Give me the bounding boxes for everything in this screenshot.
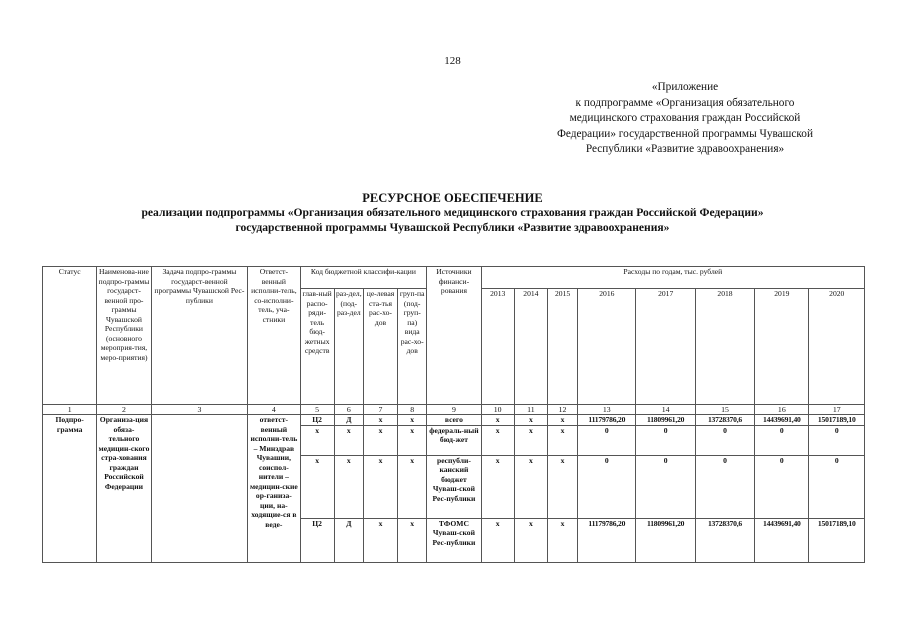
value-cell: х <box>514 415 547 426</box>
code-cell: х <box>398 518 427 562</box>
column-number: 6 <box>334 405 363 415</box>
column-number: 2 <box>97 405 151 415</box>
appendix-line: «Приложение <box>651 81 719 93</box>
column-number: 11 <box>514 405 547 415</box>
value-cell: 11809961,20 <box>636 518 695 562</box>
header-year: 2016 <box>578 289 636 405</box>
column-number: 13 <box>578 405 636 415</box>
header-year: 2015 <box>547 289 577 405</box>
value-cell: х <box>514 455 547 518</box>
source-cell: республи-канский бюджет Чуваш-ской Рес-публики <box>427 455 481 518</box>
column-number: 14 <box>636 405 695 415</box>
code-cell: Ц2 <box>300 415 334 426</box>
value-cell: 0 <box>695 455 754 518</box>
column-number: 3 <box>151 405 248 415</box>
code-cell: Ц2 <box>300 518 334 562</box>
document-title <box>0 190 905 235</box>
column-number: 1 <box>43 405 97 415</box>
column-number: 10 <box>481 405 514 415</box>
value-cell: х <box>514 518 547 562</box>
value-cell: 11179786,20 <box>578 518 636 562</box>
appendix-line: к подпрограмме «Организация обязательного <box>575 96 795 109</box>
value-cell: х <box>547 425 577 455</box>
header-budget-sub: це-левая ста-тья рас-хо-дов <box>363 289 397 405</box>
header-budget-sub: груп-па (под-груп-па) вида рас-хо-дов <box>398 289 427 405</box>
code-cell: Д <box>334 518 363 562</box>
value-cell: х <box>481 455 514 518</box>
value-cell: 15017189,10 <box>809 415 865 426</box>
resource-table <box>42 266 865 563</box>
source-cell: федераль-ный бюд-жет <box>427 425 481 455</box>
value-cell: х <box>514 425 547 455</box>
value-cell: х <box>481 415 514 426</box>
value-cell: 14439691,40 <box>755 518 809 562</box>
header-budget-sub: раз-дел, (под-раз-дел <box>334 289 363 405</box>
value-cell: 15017189,10 <box>809 518 865 562</box>
header-year: 2018 <box>695 289 754 405</box>
header-task: Задача подпро-граммы государст-венной программы Чувашской Рес-публики <box>151 267 248 405</box>
value-cell: 14439691,40 <box>755 415 809 426</box>
title-line-3: государственной программы Чувашской Республики «Развитие здравоохранения» <box>235 220 670 234</box>
title-line-2: реализации подпрограммы «Организация обязательного медицинского страхования граждан Российской Федерации» <box>141 206 764 219</box>
appendix-line: Федерации» государственной программы Чувашской <box>556 127 814 140</box>
column-number: 9 <box>427 405 481 415</box>
header-budget-code: Код бюджетной классифи-кации <box>300 267 427 289</box>
source-cell: ТФОМС Чуваш-ской Рес-публики <box>427 518 481 562</box>
column-number: 7 <box>363 405 397 415</box>
page-number: 128 <box>444 55 461 67</box>
appendix-note <box>510 80 860 158</box>
header-name: Наименова-ние подпро-граммы государст-венной про-граммы Чувашской Республики (основного мероприя-тия, меро-приятия) <box>97 267 151 405</box>
value-cell: 0 <box>636 425 695 455</box>
column-number: 12 <box>547 405 577 415</box>
value-cell: 0 <box>636 455 695 518</box>
header-year: 2019 <box>755 289 809 405</box>
value-cell: х <box>547 455 577 518</box>
header-source: Источники финанси-рования <box>427 267 481 405</box>
code-cell: х <box>363 425 397 455</box>
appendix-line: Республики «Развитие здравоохранения» <box>585 143 785 155</box>
value-cell: 0 <box>755 425 809 455</box>
source-cell: всего <box>427 415 481 426</box>
code-cell: х <box>398 425 427 455</box>
code-cell: х <box>398 455 427 518</box>
code-cell: Д <box>334 415 363 426</box>
value-cell: 13728370,6 <box>695 518 754 562</box>
column-number: 4 <box>248 405 300 415</box>
header-year: 2020 <box>809 289 865 405</box>
value-cell: 11179786,20 <box>578 415 636 426</box>
responsible-cell: ответст-венный исполни-тель – Минздрав Чувашии, соиспол-нители – медицин-ские ор-ганиза-ции, на-ходящие-ся в веде- <box>248 415 300 563</box>
header-year: 2014 <box>514 289 547 405</box>
value-cell: 0 <box>578 425 636 455</box>
status-cell: Подпро-грамма <box>43 415 97 563</box>
value-cell: х <box>481 518 514 562</box>
column-number: 16 <box>755 405 809 415</box>
header-expenses: Расходы по годам, тыс. рублей <box>481 267 864 289</box>
code-cell: х <box>300 455 334 518</box>
code-cell: х <box>334 425 363 455</box>
value-cell: 0 <box>809 425 865 455</box>
code-cell: х <box>300 425 334 455</box>
column-number: 17 <box>809 405 865 415</box>
value-cell: 13728370,6 <box>695 415 754 426</box>
column-number: 5 <box>300 405 334 415</box>
task-cell <box>151 415 248 563</box>
code-cell: х <box>363 415 397 426</box>
column-number: 8 <box>398 405 427 415</box>
header-budget-sub: глав-ный распо-ряди-тель бюд-жетных средств <box>300 289 334 405</box>
code-cell: х <box>334 455 363 518</box>
header-year: 2013 <box>481 289 514 405</box>
header-responsible: Ответст-венный исполни-тель, со-исполни-тель, уча-стники <box>248 267 300 405</box>
title-main: РЕСУРСНОЕ ОБЕСПЕЧЕНИЕ <box>362 191 543 205</box>
value-cell: 0 <box>695 425 754 455</box>
code-cell: х <box>363 518 397 562</box>
code-cell: х <box>363 455 397 518</box>
column-number: 15 <box>695 405 754 415</box>
appendix-line: медицинского страхования граждан Российской <box>569 112 801 124</box>
value-cell: х <box>547 415 577 426</box>
value-cell: х <box>481 425 514 455</box>
value-cell: 0 <box>755 455 809 518</box>
subprogram-name-cell: Организа-ция обяза-тельного медицин-ского стра-хования граждан Российской Федерации <box>97 415 151 563</box>
table-row <box>43 415 865 426</box>
value-cell: х <box>547 518 577 562</box>
value-cell: 11809961,20 <box>636 415 695 426</box>
header-year: 2017 <box>636 289 695 405</box>
value-cell: 0 <box>578 455 636 518</box>
value-cell: 0 <box>809 455 865 518</box>
header-status: Статус <box>43 267 97 405</box>
code-cell: х <box>398 415 427 426</box>
